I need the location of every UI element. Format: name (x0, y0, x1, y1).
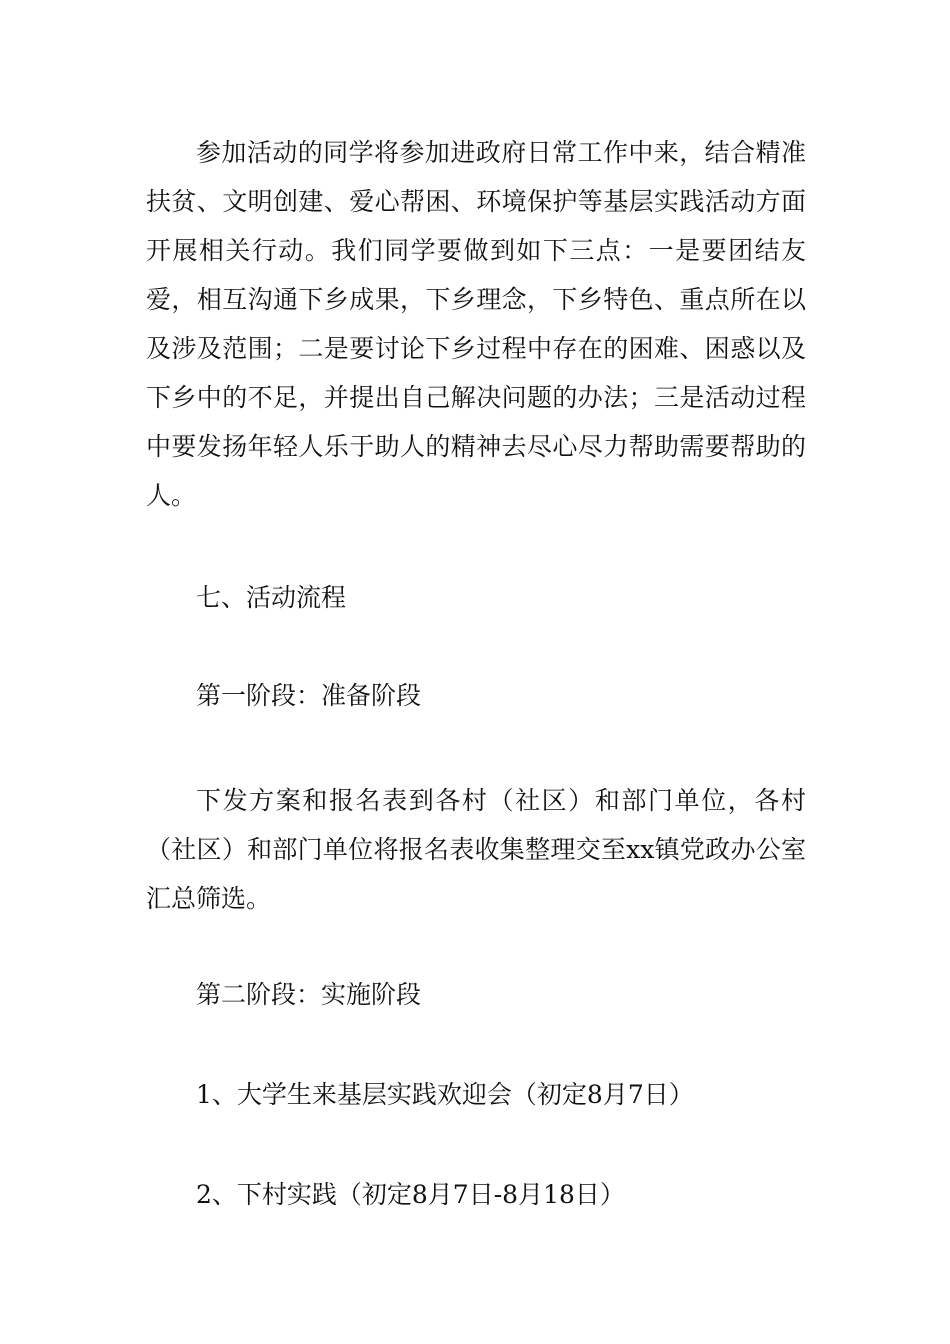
paragraph-registration: 下发方案和报名表到各村（社区）和部门单位，各村（社区）和部门单位将报名表收集整理交至xx镇党政办公室汇总筛选。 (146, 786, 806, 913)
section-heading-activity-process: 七、活动流程 (196, 583, 347, 612)
stage-heading-implementation: 第二阶段：实施阶段 (196, 980, 422, 1009)
paragraph-activity-participation: 参加活动的同学将参加进政府日常工作中来，结合精准扶贫、文明创建、爱心帮困、环境保护等基层实践活动方面开展相关行动。我们同学要做到如下三点：一是要团结友爱，相互沟通下乡成果，下乡理念，下乡特色、重点所在以及涉及范围；二是要讨论下乡过程中存在的困难、困惑以及下乡中的不足，并提出自己解决问题的办法；三是活动过程中要发扬年轻人乐于助人的精神去尽心尽力帮助需要帮助的人。 (146, 138, 806, 510)
list-item-welcome-meeting: 1、大学生来基层实践欢迎会（初定8月7日） (196, 1080, 694, 1109)
stage-heading-preparation: 第一阶段：准备阶段 (196, 681, 422, 710)
list-item-village-practice: 2、下村实践（初定8月7日-8月18日） (196, 1180, 625, 1209)
